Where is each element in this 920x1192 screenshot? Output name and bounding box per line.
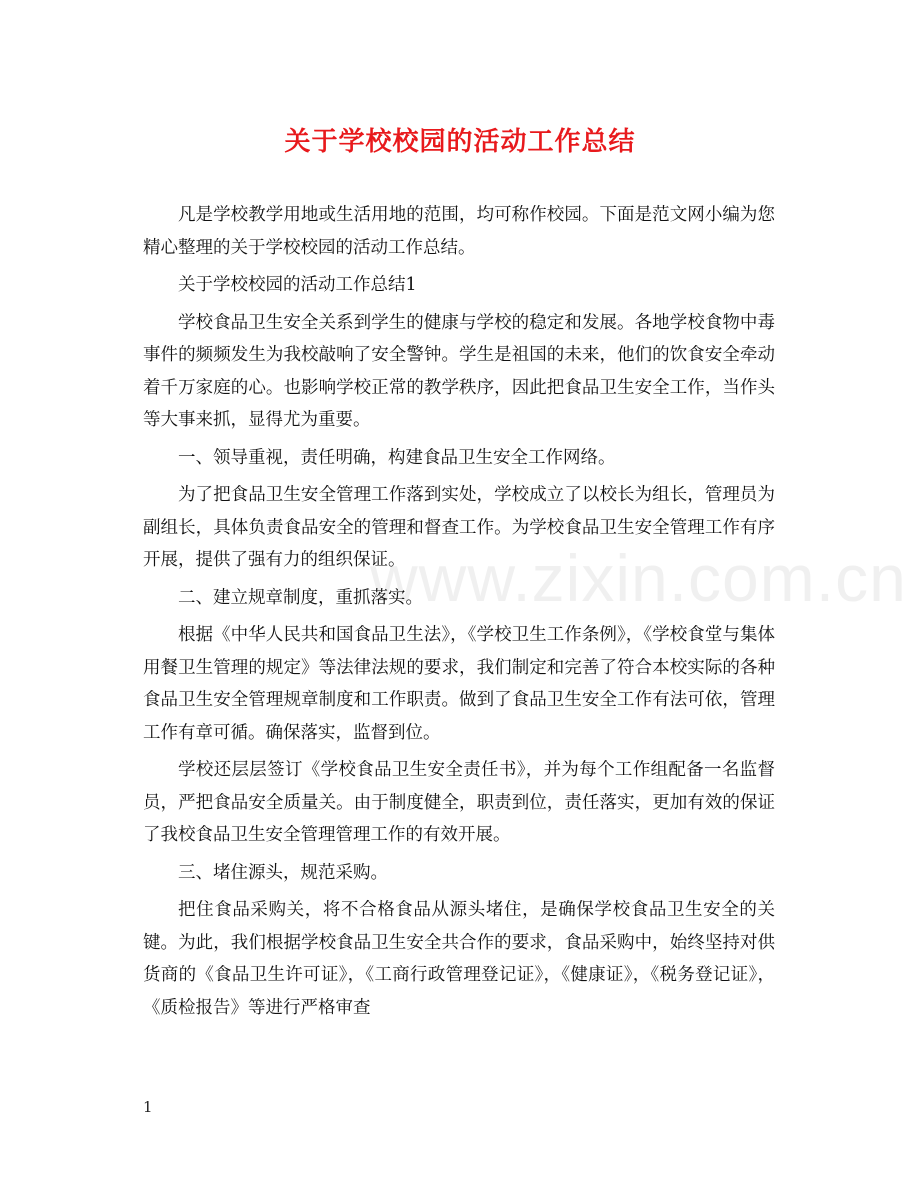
subheading-1: 一、领导重视，责任明确，构建食品卫生安全工作网络。 — [178, 447, 616, 468]
page-number: 1 — [143, 1098, 153, 1116]
paragraph: 为了把食品卫生安全管理工作落到实处，学校成立了以校长为组长，管理员为副组长，具体负责食品安全的管理和督查工作。为学校食品卫生安全管理工作有序开展，提供了强有力的组织保证。 — [143, 485, 775, 570]
document-body — [143, 199, 775, 1029]
document-title: 关于学校校园的活动工作总结 — [284, 127, 636, 157]
watermark: www.zixin.com.cn — [370, 541, 907, 615]
section-heading: 关于学校校园的活动工作总结1 — [178, 275, 417, 295]
paragraph: 学校食品卫生安全关系到学生的健康与学校的稳定和发展。各地学校食物中毒事件的频频发生为我校敲响了安全警钟。学生是祖国的未来，他们的饮食安全牵动着千万家庭的心。也影响学校正常的教学秩序，因此把食品卫生安全工作，当作头等大事来抓，显得尤为重要。 — [143, 312, 775, 430]
paragraph: 学校还层层签订《学校食品卫生安全责任书》，并为每个工作组配备一名监督员，严把食品安全质量关。由于制度健全，职责到位，责任落实，更加有效的保证了我校食品卫生安全管理管理工作的有效开展。 — [143, 760, 775, 845]
paragraph-intro: 凡是学校教学用地或生活用地的范围，均可称作校园。下面是范文网小编为您精心整理的关于学校校园的活动工作总结。 — [143, 205, 775, 258]
paragraph: 把住食品采购关，将不合格食品从源头堵住，是确保学校食品卫生安全的关键。为此，我们根据学校食品卫生安全共合作的要求，食品采购中，始终坚持对供货商的《食品卫生许可证》，《工商行政管理登记证》，《健康证》，《税务登记证》，《质检报告》等进行严格审查 — [143, 900, 775, 1018]
subheading-3: 三、堵住源头，规范采购。 — [178, 862, 388, 883]
subheading-2: 二、建立规章制度，重抓落实。 — [178, 587, 423, 608]
paragraph: 根据《中华人民共和国食品卫生法》，《学校卫生工作条例》，《学校食堂与集体用餐卫生管理的规定》等法律法规的要求，我们制定和完善了符合本校实际的各种食品卫生安全管理规章制度和工作职责。做到了食品卫生安全工作有法可依，管理工作有章可循。确保落实，监督到位。 — [143, 625, 775, 743]
